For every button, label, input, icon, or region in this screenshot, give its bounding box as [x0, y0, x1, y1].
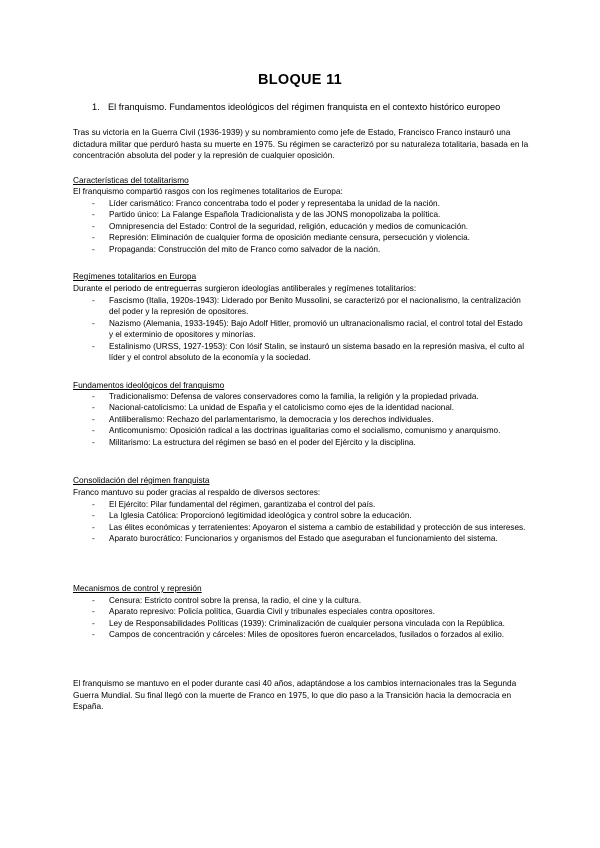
list-item-text: Anticomunismo: Oposición radical a las doctrinas igualitarias como el socialismo, comunismo y anarquismo. — [109, 426, 501, 436]
list-item — [0, 522, 600, 533]
bullet-dash: - — [92, 233, 95, 243]
list-item-text: Líder carismático: Franco concentraba todo el poder y representaba la unidad de la nación. — [109, 199, 440, 208]
section-title-regimenes: Regímenes totalitarios en Europa — [73, 271, 197, 281]
list-item — [0, 629, 600, 640]
section-title-fundamentos: Fundamentos ideológicos del franquismo — [73, 380, 225, 390]
list-item — [0, 499, 600, 510]
bullet-dash: - — [92, 534, 95, 544]
list-item-text: Nazismo (Alemania, 1933-1945): Bajo Adolf Hitler, promovió un ultranacionalismo racial, el control total del Estado y el exterminio de opositores y minorías. — [109, 318, 523, 340]
list-item-text: Nacional-catolicismo: La unidad de España y el catolicismo como ejes de la identidad nacional. — [109, 403, 454, 413]
bullet-dash: - — [92, 221, 95, 231]
list-fundamentos — [0, 391, 600, 448]
heading-text: El franquismo. Fundamentos ideológicos del régimen franquista en el contexto histórico europeo — [108, 102, 501, 112]
heading-number: 1. — [92, 102, 100, 112]
section-title-mecanismos: Mecanismos de control y represión — [73, 583, 202, 593]
list-regimenes — [0, 295, 600, 363]
list-item-text: El Ejército: Pilar fundamental del régimen, garantizaba el control del país. — [109, 500, 376, 509]
list-item — [0, 221, 600, 232]
bullet-dash: - — [92, 244, 95, 254]
list-item — [0, 425, 600, 436]
page-title: BLOQUE 11 — [257, 72, 343, 88]
list-item — [0, 510, 600, 521]
bullet-dash: - — [92, 607, 95, 617]
list-item-text: La Iglesia Católica: Proporcionó legitimidad ideológica y control sobre la educación. — [109, 511, 412, 521]
list-item — [0, 318, 600, 341]
list-item — [0, 244, 600, 255]
list-item — [0, 198, 600, 209]
list-consolidacion — [0, 499, 600, 545]
bullet-dash: - — [92, 210, 95, 220]
bullet-dash: - — [92, 318, 95, 328]
list-item-text: Tradicionalismo: Defensa de valores conservadores como la familia, la religión y la propiedad privada. — [109, 392, 479, 401]
list-item — [0, 209, 600, 220]
bullet-dash: - — [92, 426, 95, 436]
list-item-text: Estalinismo (URSS, 1927-1953): Con Iósif Stalin, se instauró un sistema basado en la represión masiva, el culto al líder y el control absoluto de la economía y la sociedad. — [109, 341, 525, 363]
bullet-dash: - — [92, 522, 95, 532]
list-item — [0, 618, 600, 629]
list-item-text: Las élites económicas y terratenientes: Apoyaron el sistema a cambio de estabilidad y protección de sus intereses. — [109, 522, 526, 532]
section-title-consolidacion: Consolidación del régimen franquista — [73, 475, 210, 485]
section-intro-consolidacion: Franco mantuvo su poder gracias al respaldo de diversos sectores: — [73, 487, 321, 497]
bullet-dash: - — [92, 618, 95, 628]
bullet-dash: - — [92, 414, 95, 424]
bullet-dash: - — [92, 437, 95, 447]
list-item-text: Antiliberalismo: Rechazo del parlamentarismo, la democracia y los derechos individuales. — [109, 414, 434, 424]
list-item — [0, 391, 600, 402]
list-item-text: Fascismo (Italia, 1920s-1943): Liderado por Benito Mussolini, se caracterizó por el nacionalismo, la centralización del poder y la represión de opositores. — [109, 296, 521, 317]
section-intro-caracteristicas: El franquismo compartió rasgos con los regímenes totalitarios de Europa: — [73, 186, 343, 196]
list-item-text: Represión: Eliminación de cualquier forma de oposición mediante censura, persecución y violencia. — [109, 233, 470, 243]
list-item — [0, 595, 600, 606]
section-intro-regimenes: Durante el periodo de entreguerras surgieron ideologías antiliberales y regímenes totalitarios: — [73, 283, 417, 293]
list-item — [0, 295, 600, 318]
closing-paragraph: El franquismo se mantuvo en el poder durante casi 40 años, adaptándose a los cambios internacionales tras la Segunda Guerra Mundial. Su final llegó con la muerte de Franco en 1975, lo que dio paso a la Transición hacia la democracia en España. — [73, 678, 517, 712]
bullet-dash: - — [92, 392, 95, 401]
bullet-dash: - — [92, 596, 95, 605]
list-item-text: Aparato burocrático: Funcionarios y organismos del Estado que aseguraban el funcionamiento del sistema. — [109, 534, 498, 544]
list-item — [0, 341, 600, 364]
bullet-dash: - — [92, 296, 95, 305]
list-item-text: Censura: Estricto control sobre la prensa, la radio, el cine y la cultura. — [109, 596, 362, 605]
list-item — [0, 437, 600, 448]
section-title-caracteristicas: Características del totalitarismo — [73, 175, 189, 185]
bullet-dash: - — [92, 199, 95, 208]
list-item-text: Aparato represivo: Policía política, Guardia Civil y tribunales especiales contra opositores. — [109, 607, 435, 617]
bullet-dash: - — [92, 511, 95, 521]
list-item — [0, 402, 600, 413]
bullet-dash: - — [92, 630, 95, 640]
list-item — [0, 533, 600, 544]
list-item — [0, 606, 600, 617]
list-item-text: Omnipresencia del Estado: Control de la seguridad, religión, educación y medios de comunicación. — [109, 221, 469, 231]
list-item-text: Militarismo: La estructura del régimen se basó en el poder del Ejército y la disciplina. — [109, 437, 416, 447]
list-mecanismos — [0, 595, 600, 641]
intro-paragraph: Tras su victoria en la Guerra Civil (1936-1939) y su nombramiento como jefe de Estado, Francisco Franco instauró una dictadura militar que perduró hasta su muerte en 1975. Su régimen se caracterizó por su naturaleza totalitaria, basada en la concentración absoluta del poder y la represión de cualquier oposición. — [73, 127, 529, 161]
list-item-text: Partido único: La Falange Española Tradicionalista y de las JONS monopolizaba la política. — [109, 210, 441, 220]
bullet-dash: - — [92, 341, 95, 351]
list-item-text: Ley de Responsabilidades Políticas (1939): Criminalización de cualquier persona vinculada con la República. — [109, 618, 505, 628]
bullet-dash: - — [92, 403, 95, 413]
list-item-text: Campos de concentración y cárceles: Miles de opositores fueron encarcelados, fusilados o forzados al exilio. — [109, 630, 505, 640]
list-caracteristicas — [0, 198, 600, 255]
list-item — [0, 232, 600, 243]
list-item-text: Propaganda: Construcción del mito de Franco como salvador de la nación. — [109, 244, 381, 254]
list-item — [0, 414, 600, 425]
bullet-dash: - — [92, 500, 95, 509]
